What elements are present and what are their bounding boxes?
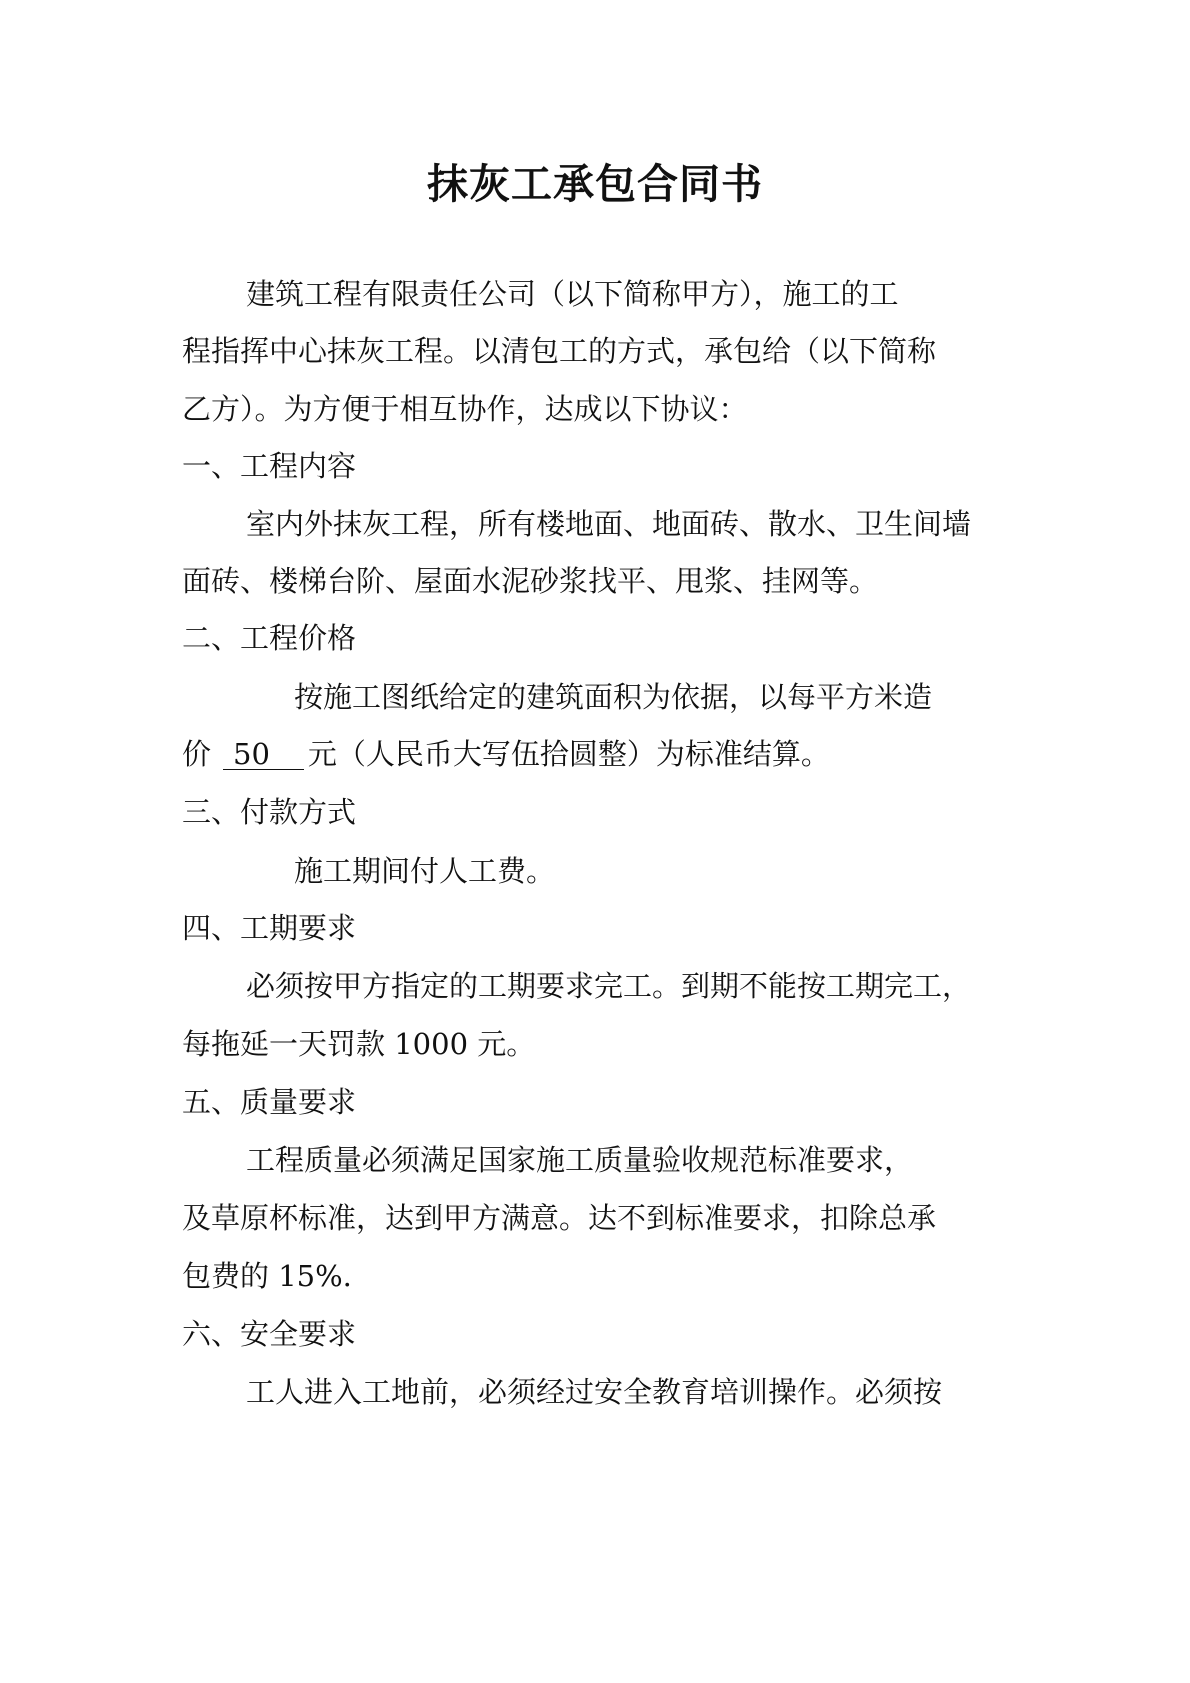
price-prefix: 价 — [182, 737, 212, 771]
quality-line-3: 包费的 15%. — [182, 1259, 352, 1293]
price-line-2 — [182, 734, 830, 774]
section-heading-schedule: 四、工期要求 — [182, 911, 357, 945]
section-heading-price: 二、工程价格 — [182, 621, 357, 655]
intro-line-3: 乙方）。为方便于相互协作，达成以下协议： — [182, 392, 748, 426]
section-heading-payment: 三、付款方式 — [182, 795, 357, 829]
schedule-line-2: 每拖延一天罚款 1000 元。 — [182, 1027, 536, 1061]
schedule-line-1: 必须按甲方指定的工期要求完工。到期不能按工期完工， — [246, 969, 972, 1003]
safety-line-1: 工人进入工地前，必须经过安全教育培训操作。必须按 — [246, 1375, 943, 1409]
price-suffix: 元（人民币大写伍拾圆整）为标准结算。 — [307, 737, 830, 771]
intro-line-1: 建筑工程有限责任公司（以下简称甲方），施工的工 — [246, 277, 899, 311]
section-heading-quality: 五、质量要求 — [182, 1085, 357, 1119]
document-title: 抹灰工承包合同书 — [427, 160, 763, 208]
payment-line-1: 施工期间付人工费。 — [294, 854, 556, 888]
intro-line-2: 程指挥中心抹灰工程。以清包工的方式，承包给（以下简称 — [182, 334, 937, 368]
content-line-2: 面砖、楼梯台阶、屋面水泥砂浆找平、甩浆、挂网等。 — [182, 564, 879, 598]
section-heading-safety: 六、安全要求 — [182, 1317, 357, 1351]
content-line-1: 室内外抹灰工程，所有楼地面、地面砖、散水、卫生间墙 — [246, 507, 972, 541]
quality-line-2: 及草原杯标准，达到甲方满意。达不到标准要求，扣除总承 — [182, 1201, 937, 1235]
section-heading-content: 一、工程内容 — [182, 449, 357, 483]
price-line-1: 按施工图纸给定的建筑面积为依据，以每平方米造 — [294, 680, 933, 714]
quality-line-1: 工程质量必须满足国家施工质量验收规范标准要求， — [246, 1143, 914, 1177]
price-value-blank: 50 — [223, 739, 304, 770]
